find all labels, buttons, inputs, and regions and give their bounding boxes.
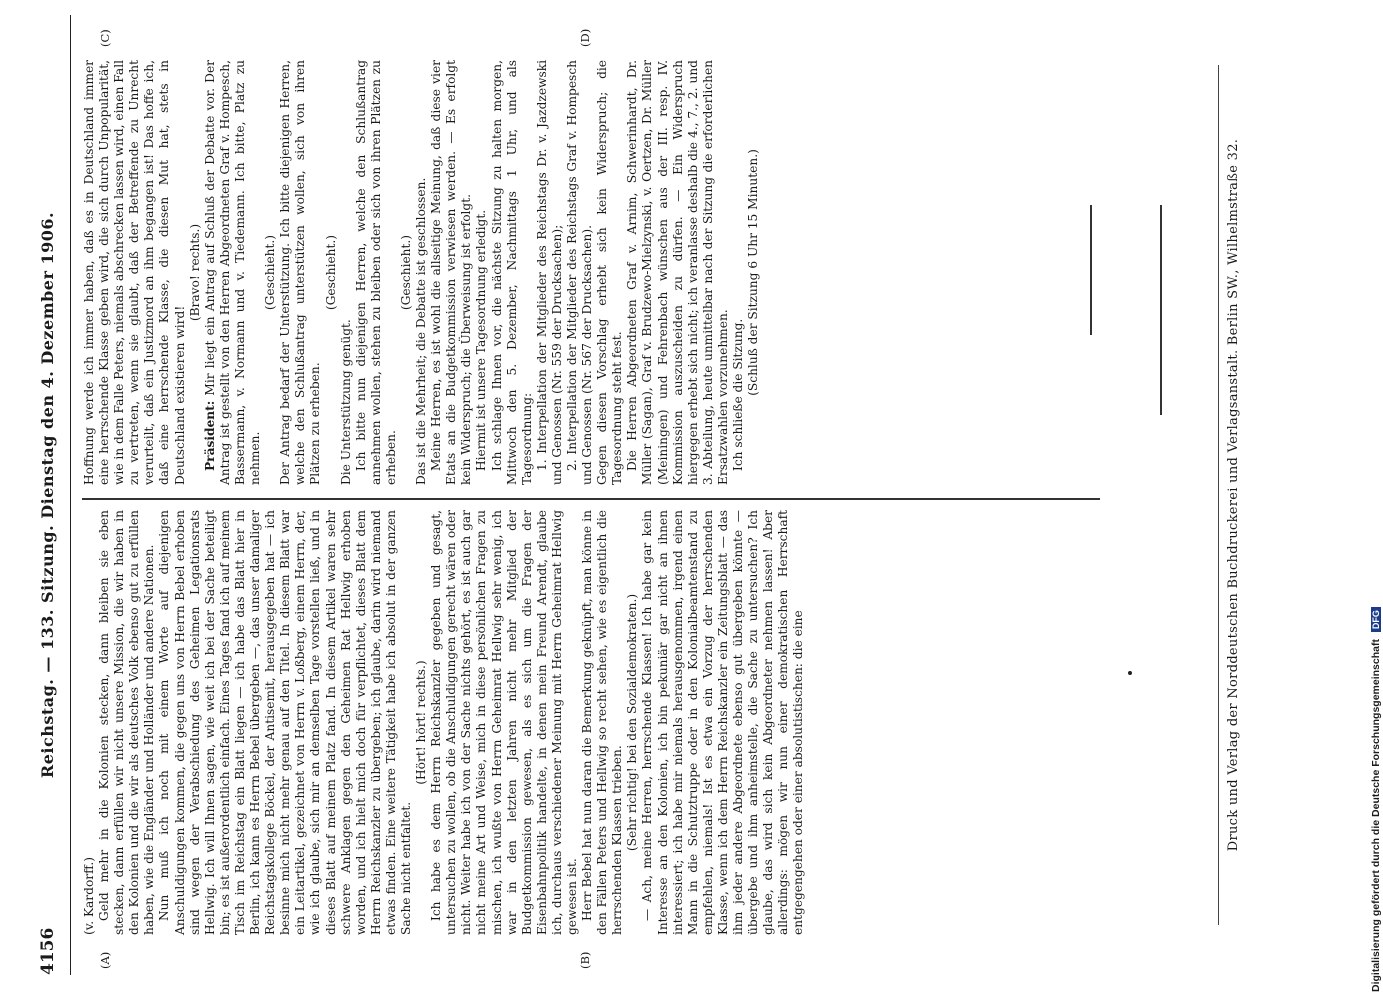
print-mark (1128, 671, 1132, 675)
left-column (82, 510, 807, 935)
left-column-paragraph: Herr Bebel hat nun daran die Bemerkung geknüpft, man könne in den Fällen Peters und Hellwig so recht sehen, wie es eigentlich die herrschenden Klassen trieben. (580, 510, 625, 935)
right-column (82, 60, 761, 485)
right-column-paragraph: Gegen diesen Vorschlag erhebt sich kein Widerspruch; die Tagesordnung steht fest. (595, 60, 625, 485)
right-column-paragraph: Präsident: Mir liegt ein Antrag auf Schluß der Debatte vor. Der Antrag ist gestellt von den Herren Abgeordneten Graf v. Hompesch, Bassermann, v. Normann und v. Tiedemann. Ich bitte, Platz zu nehmen. (202, 60, 263, 485)
left-column-paragraph: Ich habe es dem Herrn Reichskanzler gegeben und gesagt, untersuchen zu wollen, ob die Anschuldigungen gerecht wären oder nicht. Weiter habe ich von der Sache nichts gehört, es ist auch gar nicht meine Art und Weise, mich in diese persönlichen Fragen zu mischen, ich wußte von Herrn Geheimrat Hellwig sehr wenig, ich war in den letzten Jahren nicht mehr Mitglied der Budgetkommission gewesen, als es sich um die Fragen der Eisenbahnpolitik handelte, in denen mein Freund Arendt, glaube ich, durchaus verschiedener Meinung mit Herrn Geheimrat Hellwig gewesen ist. (429, 510, 579, 935)
right-column-paragraph: Die Unterstützung genügt. (338, 319, 353, 485)
right-column-paragraph: Ich schlage Ihnen vor, die nächste Sitzung zu halten morgen, Mittwoch den 5. Dezember, Nachmittags 1 Uhr, und als Tagesordnung: (489, 60, 534, 485)
right-column-paragraph: 2. Interpellation der Mitglieder des Reichstags Graf v. Hompesch und Genossen (Nr. 567 der Drucksachen). (565, 60, 595, 485)
end-rule-lower (1160, 205, 1162, 415)
right-column-paragraph: Ich schließe die Sitzung. (731, 318, 746, 471)
right-column-paragraph: (Geschieht.) (398, 234, 413, 311)
rotated-sheet (30, 15, 1340, 975)
left-column-paragraph: (Sehr richtig! bei den Sozialdemokraten.) (625, 593, 640, 852)
right-column-paragraph: Die Herren Abgeordneten Graf v. Arnim, Schwerinhardt, Dr. Müller (Sagan), Graf v. Brudzewo-Mielzynski, v. Oertzen, Dr. Müller (Meiningen) und Fehrenbach wünschen aus der III. resp. IV. Kommission auszuscheiden zu dürfen. — Ein Widerspruch hiergegen erhebt sich nicht; ich veranlasse deshalb die 4., 7., 2. und 3. Abteilung, heute unmittelbar nach der Sitzung die erforderlichen Ersatzwahlen vorzunehmen. (625, 60, 730, 485)
margin-marker-b: (B) (578, 951, 592, 969)
right-column-paragraph: Hiermit ist unsere Tagesordnung erledigt. (474, 209, 489, 471)
digitization-text: Digitalisierung gefördert durch die Deutsche Forschungsgemeinschaft (1370, 639, 1382, 992)
right-column-paragraph: (Schluß der Sitzung 6 Uhr 15 Minuten.) (746, 149, 761, 396)
margin-marker-a: (A) (98, 951, 112, 969)
right-column-paragraph: 1. Interpellation der Mitglieder des Reichstags Dr. v. Jazdzewski und Genossen (Nr. 559 der Drucksachen); (534, 60, 564, 485)
right-column-paragraph: (Bravo! rechts.) (187, 223, 202, 322)
margin-marker-c: (C) (98, 29, 112, 47)
right-column-paragraph: Hoffnung werde ich immer haben, daß es in Deutschland immer eine herrschende Klasse geben wird, die sich durch Unpopularität, wie in dem Falle Peters, niemals abschrecken lassen wird, einen Fall zu vertreten, wenn sie glaubt, daß der Betreffende zu Unrecht verurteilt, daß ein Justizmord an ihm begangen ist! Das hoffe ich, daß eine herrschende Klasse, die diesen Mut hat, stets in Deutschland existieren wird! (82, 60, 187, 485)
left-column-paragraph: — Ach, meine Herren, herrschende Klassen! Ich habe gar kein Interesse an den Kolonien, ich bin pekuniär gar nicht an ihnen interessiert; ich habe mir niemals herausgenommen, irgend einen Mann in die Schutztruppe oder in den Kolonialbeamtenstand zu empfehlen, niemals! Ist es etwa ein Vorzug der herrschenden Klasse, wenn ich dem Herrn Reichskanzler ein Zeitungsblatt — das ihm jeder andere Abgeordnete ebenso gut übergeben könnte — übergebe und ihm anheimstelle, die Sache zu untersuchen? Ich glaube, das wird sich kein Abgeordneter nehmen lassen! Aber allerdings: mögen wir nun einer demokratischen Herrschaft entgegengehen oder einer absolutistischen: die eine (640, 510, 806, 935)
left-column-paragraph: (Hört! hört! rechts.) (414, 660, 429, 785)
right-column-paragraph: Das ist die Mehrheit; die Debatte ist geschlossen. (414, 177, 429, 485)
end-rule (1090, 205, 1092, 335)
margin-marker-d: (D) (578, 28, 592, 47)
right-column-paragraph: (Geschieht.) (323, 234, 338, 311)
right-column-paragraph: Meine Herren, es ist wohl die allseitige Meinung, daß diese vier Etats an die Budgetkommission verwiesen werden. — Es erfolgt kein Widerspruch; die Überweisung ist erfolgt. (429, 60, 474, 485)
right-column-paragraph: Ich bitte nun diejenigen Herren, welche den Schlußantrag annehmen wollen, stehen zu bleiben oder sich von ihren Plätzen zu erheben. (353, 60, 398, 485)
printer-footer: Druck und Verlag der Norddeutschen Buchdruckerei und Verlagsanstalt. Berlin SW., Wilhelmstraße 32. (1226, 138, 1241, 852)
page-header (30, 15, 71, 975)
page-number: 4156 (38, 927, 58, 975)
left-column-paragraph: Nun muß ich noch mit einem Worte auf diejenigen Anschuldigungen kommen, die gegen uns von Herrn Bebel erhoben sind wegen der Verabschiedung des Geheimen Legationsrats Hellwig. Ich will Ihnen sagen, wie weit ich bei der Sache beteiligt bin; es ist außerordentlich einfach. Eines Tages fand ich auf meinem Tisch im Reichstag ein Blatt liegen — ich habe das Blatt hier in Berlin, ich kann es Herrn Bebel übergeben —, das unser damaliger Reichstagskollege Böckel, der Antisemit, herausgegeben hat — ich besinne mich nicht mehr genau auf den Titel. In diesem Blatt war ein Leitartikel, gezeichnet von Herrn v. Loßberg, einem Herrn, der, wie ich glaube, sich mir an demselben Tage vorstellen ließ, und in dieses Blatt auf meinem Platz fand. In diesem Artikel waren sehr schwere Anklagen gegen den Geheimen Rat Hellwig erhoben worden, und ich hielt mich doch für verpflichtet, dieses Blatt dem Herrn Reichskanzler zu übergeben; ich glaube, darin wird niemand etwas finden. Eine weitere Tätigkeit habe ich absolut in der ganzen Sache nicht entfaltet. (157, 510, 413, 935)
dfg-badge: DFG (1371, 607, 1381, 632)
footer-rule (1218, 65, 1219, 925)
digitization-note (1370, 2, 1382, 992)
left-column-paragraph: (v. Kardorff.) (82, 857, 96, 935)
right-column-paragraph: (Geschieht.) (263, 234, 278, 311)
right-column-paragraph: Der Antrag bedarf der Unterstützung. Ich bitte diejenigen Herren, welche den Schlußantrag unterstützen wollen, sich von ihren Plätzen zu erheben. (278, 60, 323, 485)
speaker-name: Präsident: (202, 400, 217, 471)
column-divider (82, 499, 1100, 501)
page-title: Reichstag. — 133. Sitzung. Dienstag den 4. Dezember 1906. (38, 211, 57, 779)
left-column-paragraph: Geld mehr in die Kolonien stecken, dann bleiben sie eben stecken, dann erfüllen wir nicht unsere Mission, die wir haben in den Kolonien und die wir als deutsches Volk ebenso gut zu erfüllen haben, wie die Engländer und Holländer und andere Nationen. (97, 510, 157, 935)
